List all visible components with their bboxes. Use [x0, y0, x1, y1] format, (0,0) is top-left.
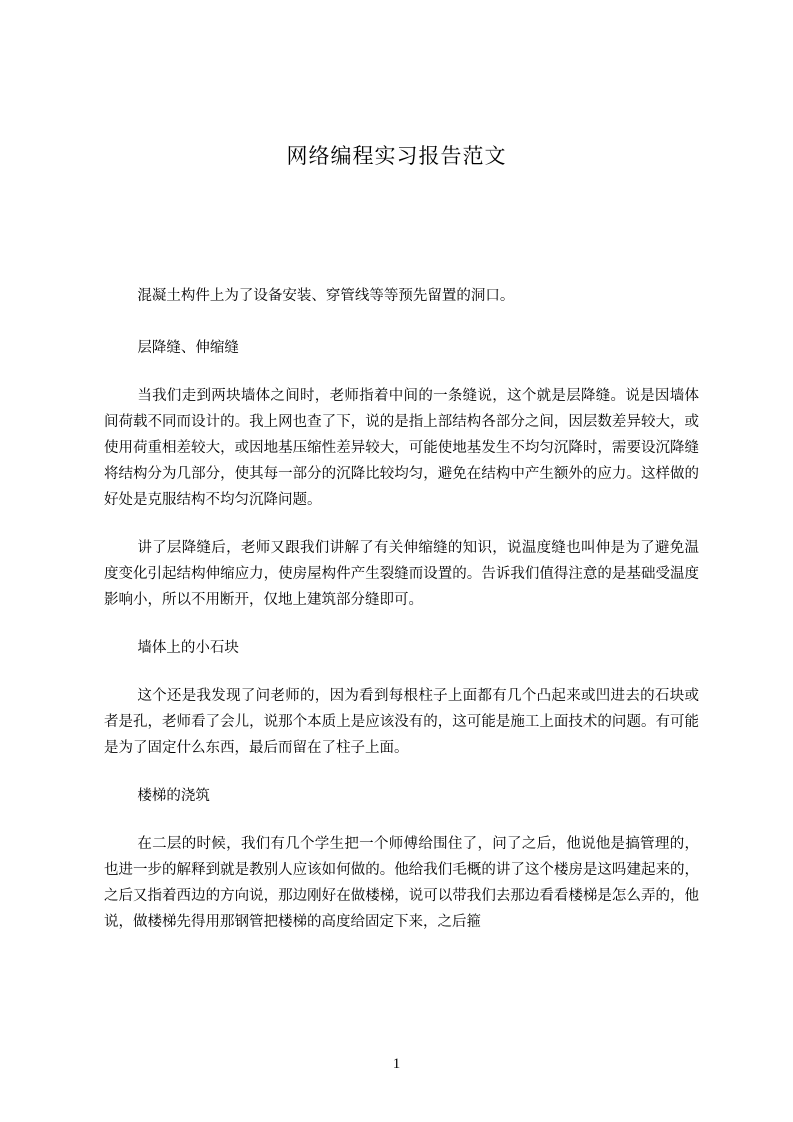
- paragraph-wall-stones: 这个还是我发现了问老师的，因为看到每根柱子上面都有几个凸起来或凹进去的石块或者是孔，老师看了会儿，说那个本质上是应该没有的，这可能是施工上面技术的问题。有可能是为了固定什么东西，最后而留在了柱子上面。: [104, 688, 699, 756]
- document-body: [104, 283, 699, 957]
- section-heading-settlement-joint: 层降缝、伸缩缝: [137, 340, 239, 356]
- section-heading-wall-stones: 墙体上的小石块: [137, 640, 239, 656]
- paragraph-expansion-joint: 讲了层降缝后，老师又跟我们讲解了有关伸缩缝的知识，说温度缝也叫伸是为了避免温度变化引起结构伸缩应力，使房屋构件产生裂缝而设置的。告诉我们值得注意的是基础受温度影响小，所以不用断开，仅地上建筑部分缝即可。: [104, 540, 699, 608]
- paragraph-settlement-joint: 当我们走到两块墙体之间时，老师指着中间的一条缝说，这个就是层降缝。说是因墙体间荷载不同而设计的。我上网也查了下，说的是指上部结构各部分之间，因层数差异较大，或使用荷重相差较大，或因地基压缩性差异较大，可能使地基发生不均匀沉降时，需要设沉降缝将结构分为几部分，使其每一部分的沉降比较均匀，避免在结构中产生额外的应力。这样做的好处是克服结构不均匀沉降问题。: [104, 388, 699, 508]
- document-title: 网络编程实习报告范文: [286, 144, 507, 168]
- paragraph-stair-casting: 在二层的时候，我们有几个学生把一个师傅给围住了，问了之后，他说他是搞管理的，也进一步的解释到就是教别人应该如何做的。他给我们毛概的讲了这个楼房是这吗建起来的，之后又指着西边的方向说，那边刚好在做楼梯，说可以带我们去那边看看楼梯是怎么弄的，他说，做楼梯先得用那钢管把楼梯的高度给固定下来，之后箍: [104, 836, 699, 930]
- page-number: 1: [392, 1056, 401, 1072]
- paragraph-opening: 混凝土构件上为了设备安装、穿管线等等预先留置的洞口。: [137, 288, 515, 304]
- section-heading-stair-casting: 楼梯的浇筑: [137, 788, 210, 804]
